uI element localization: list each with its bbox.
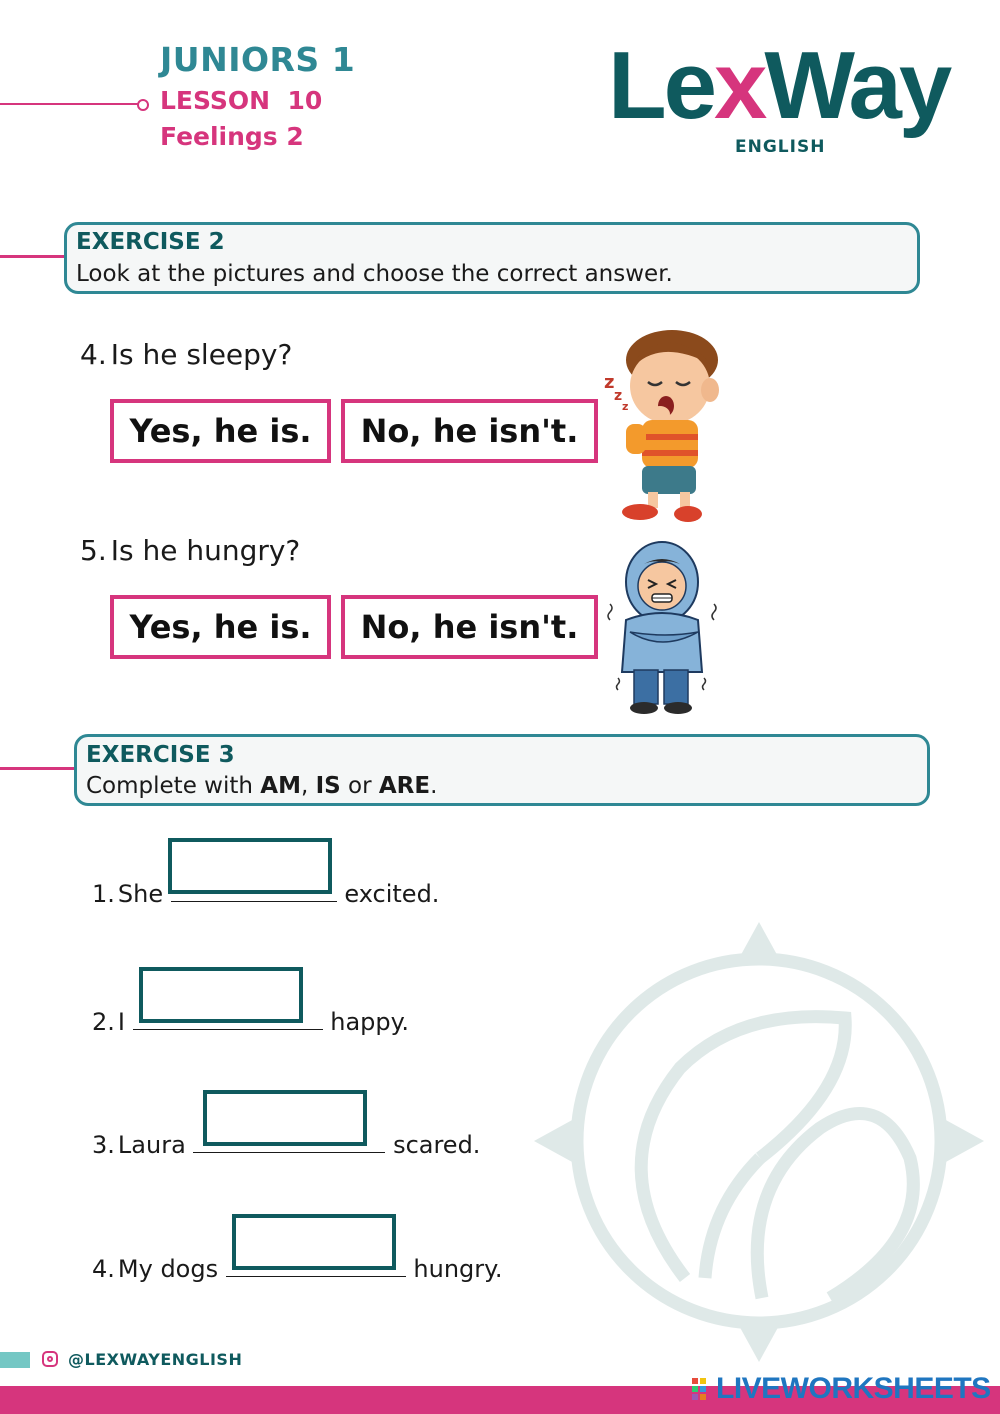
item-rest: happy. [330, 1008, 410, 1036]
answer-input-4[interactable] [232, 1214, 396, 1270]
answer-input-2[interactable] [139, 967, 303, 1023]
social-handle[interactable]: @LEXWAYENGLISH [68, 1350, 243, 1369]
separator-or: or [340, 773, 379, 799]
option-are: ARE [378, 773, 431, 799]
yawning-boy-picture [600, 328, 730, 526]
cold-shivering-boy-picture [606, 540, 722, 718]
answer-option-no[interactable]: No, he isn't. [341, 399, 598, 463]
exercise2-instruction: Look at the pictures and choose the correct answer. [76, 261, 673, 287]
item-rest: scared. [393, 1131, 481, 1159]
exercise3-accent-line [0, 767, 76, 770]
compass-watermark-icon [530, 918, 990, 1368]
question-text: Is he hungry? [110, 534, 301, 567]
instagram-icon [42, 1351, 58, 1367]
answer-input-3[interactable] [203, 1090, 367, 1146]
answer-option-no[interactable]: No, he isn't. [341, 595, 598, 659]
blank-line [226, 1275, 406, 1277]
question-number: 5. [80, 534, 107, 567]
item-subject: Laura [117, 1131, 186, 1159]
blank-line [193, 1151, 385, 1153]
item-number: 2. [92, 1008, 115, 1036]
question-text: Is he sleepy? [110, 338, 293, 371]
item-number: 1. [92, 880, 115, 908]
item-subject: I [117, 1008, 125, 1036]
exercise2-accent-line [0, 255, 66, 258]
exercise3-header [74, 734, 930, 806]
exercise2-header [64, 222, 920, 294]
blank-line [133, 1028, 323, 1030]
logo-text-x: x [714, 32, 765, 139]
question-4 [80, 338, 292, 371]
logo-text-end: Way [764, 32, 950, 139]
logo-subtitle: ENGLISH [735, 137, 826, 157]
item-rest: hungry. [413, 1255, 503, 1283]
instruction-period: . [430, 773, 438, 799]
course-title: JUNIORS 1 [160, 40, 356, 79]
liveworksheets-watermark[interactable]: LIVEWORKSHEETS [716, 1372, 991, 1405]
answer-input-1[interactable] [168, 838, 332, 894]
exercise3-instruction [86, 773, 437, 799]
answer-option-yes[interactable]: Yes, he is. [110, 399, 331, 463]
logo-text-start: Le [608, 32, 715, 139]
lexway-logo [608, 32, 950, 139]
option-is: IS [315, 773, 341, 799]
header-divider-line [0, 103, 140, 105]
instruction-text: Complete with [86, 773, 261, 799]
svg-text:z: z [614, 388, 623, 404]
option-am: AM [260, 773, 301, 799]
question-number: 4. [80, 338, 107, 371]
lesson-label: LESSON 10 [160, 86, 323, 115]
item-subject: My dogs [117, 1255, 219, 1283]
answer-option-yes[interactable]: Yes, he is. [110, 595, 331, 659]
item-subject: She [117, 880, 164, 908]
blank-line [171, 900, 337, 902]
liveworksheets-logo-icon [692, 1378, 714, 1402]
footer-accent-block [0, 1352, 30, 1368]
question-5 [80, 534, 300, 567]
exercise2-title: EXERCISE 2 [76, 229, 225, 255]
item-rest: excited. [344, 880, 440, 908]
header-divider-dot [137, 99, 149, 111]
svg-text:z: z [622, 400, 629, 413]
item-number: 3. [92, 1131, 115, 1159]
svg-text:z: z [604, 372, 615, 393]
separator-comma: , [300, 773, 316, 799]
exercise3-title: EXERCISE 3 [86, 742, 235, 768]
item-number: 4. [92, 1255, 115, 1283]
lesson-topic: Feelings 2 [160, 122, 304, 151]
